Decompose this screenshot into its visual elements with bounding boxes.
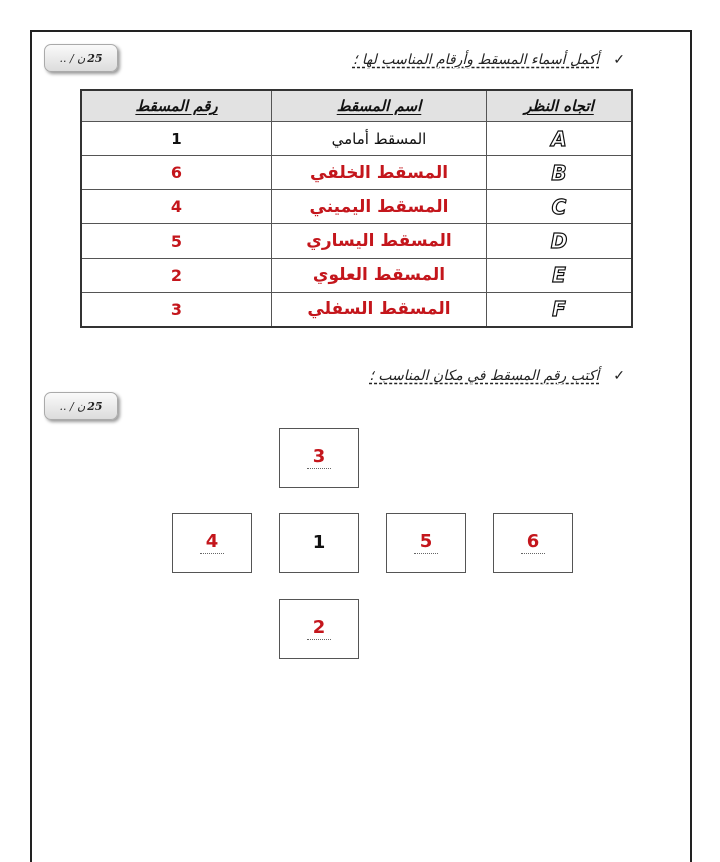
projection-number-cell bbox=[81, 122, 272, 156]
score-total: 25 bbox=[87, 399, 103, 413]
instruction-2 bbox=[369, 368, 625, 384]
table-header-row bbox=[81, 90, 632, 122]
view-box-left[interactable] bbox=[172, 513, 252, 573]
direction-cell bbox=[487, 156, 633, 190]
header-name: اسم المسقط bbox=[272, 90, 487, 122]
projection-name-cell[interactable] bbox=[272, 292, 487, 327]
direction-letter: E bbox=[552, 263, 566, 288]
projection-table bbox=[80, 89, 633, 328]
projection-name: المسقط اليساري bbox=[306, 231, 452, 252]
projection-number: 1 bbox=[171, 130, 182, 149]
view-number: 1 bbox=[312, 531, 326, 553]
direction-cell bbox=[487, 258, 633, 292]
projection-name-cell[interactable] bbox=[272, 224, 487, 258]
header-number: رقم المسقط bbox=[81, 90, 272, 122]
checkmark-icon: ✓ bbox=[613, 52, 625, 68]
table-row bbox=[81, 224, 632, 258]
direction-cell bbox=[487, 122, 633, 156]
table-row bbox=[81, 292, 632, 327]
projection-number: 2 bbox=[170, 265, 183, 285]
view-number: 5 bbox=[414, 532, 439, 554]
checkmark-icon: ✓ bbox=[613, 368, 625, 384]
instruction-1 bbox=[353, 52, 625, 68]
view-box-right[interactable] bbox=[386, 513, 466, 573]
projection-name-cell[interactable] bbox=[272, 156, 487, 190]
projection-number-cell[interactable] bbox=[81, 224, 272, 258]
projection-name: المسقط اليميني bbox=[309, 196, 449, 217]
view-box-far-right[interactable] bbox=[493, 513, 573, 573]
score-unit: ن bbox=[77, 399, 86, 413]
projection-number-cell[interactable] bbox=[81, 292, 272, 327]
table-row bbox=[81, 190, 632, 224]
projection-name-cell[interactable] bbox=[272, 190, 487, 224]
projection-name: المسقط العلوي bbox=[312, 265, 446, 286]
table-row bbox=[81, 122, 632, 156]
score-badge-1 bbox=[44, 44, 118, 72]
score-separator: / .. bbox=[59, 399, 74, 413]
view-box-center bbox=[279, 513, 359, 573]
view-box-top[interactable] bbox=[279, 428, 359, 488]
projection-number-cell[interactable] bbox=[81, 258, 272, 292]
direction-letter: B bbox=[551, 160, 567, 185]
direction-letter: F bbox=[552, 297, 566, 322]
table-row bbox=[81, 156, 632, 190]
score-badge-2 bbox=[44, 392, 118, 420]
projection-name: المسقط أمامي bbox=[331, 130, 427, 149]
projection-number: 6 bbox=[170, 163, 183, 183]
view-number: 2 bbox=[307, 618, 332, 640]
instruction-text: أكتب رقم المسقط في مكان المناسب ؛ bbox=[369, 368, 600, 384]
table-row bbox=[81, 258, 632, 292]
direction-letter: A bbox=[551, 126, 567, 151]
projection-number: 4 bbox=[170, 197, 183, 217]
header-direction: اتجاه النظر bbox=[487, 90, 633, 122]
projection-number: 5 bbox=[170, 231, 183, 251]
projection-name: المسقط السفلي bbox=[307, 299, 451, 320]
projection-number-cell[interactable] bbox=[81, 156, 272, 190]
score-separator: / .. bbox=[59, 51, 74, 65]
projection-name-cell bbox=[272, 122, 487, 156]
direction-cell bbox=[487, 292, 633, 327]
projection-name-cell[interactable] bbox=[272, 258, 487, 292]
view-number: 4 bbox=[200, 532, 225, 554]
score-total: 25 bbox=[87, 51, 103, 65]
projection-name: المسقط الخلفي bbox=[309, 162, 449, 183]
score-unit: ن bbox=[77, 51, 86, 65]
view-number: 3 bbox=[307, 447, 332, 469]
view-box-bottom[interactable] bbox=[279, 599, 359, 659]
projection-number: 3 bbox=[170, 299, 183, 319]
direction-cell bbox=[487, 224, 633, 258]
view-number: 6 bbox=[521, 532, 546, 554]
direction-cell bbox=[487, 190, 633, 224]
projection-number-cell[interactable] bbox=[81, 190, 272, 224]
instruction-text: أكمل أسماء المسقط وأرقام المناسب لها ؛ bbox=[352, 52, 600, 68]
direction-letter: D bbox=[550, 229, 568, 254]
direction-letter: C bbox=[551, 194, 567, 219]
